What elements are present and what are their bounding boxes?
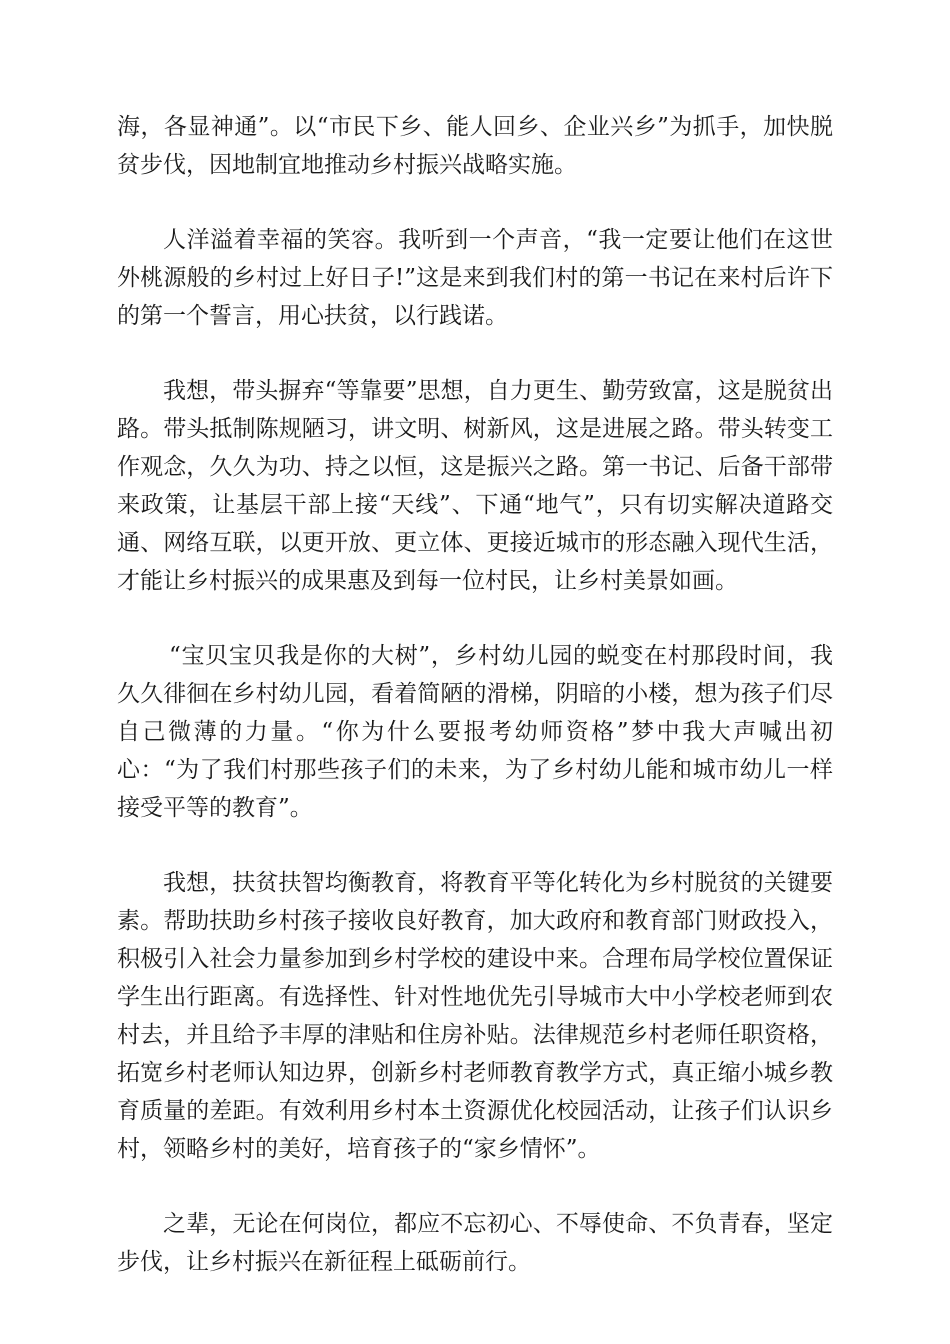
document-body	[117, 108, 833, 1318]
paragraph-1: 海，各显神通”。以“市民下乡、能人回乡、企业兴乡”为抓手，加快脱贫步伐，因地制宜地推动乡村振兴战略实施。	[117, 114, 833, 178]
paragraph-6: 之辈，无论在何岗位，都应不忘初心、不辱使命、不负青春，坚定步伐，让乡村振兴在新征程上砥砺前行。	[117, 1211, 833, 1275]
paragraph-5: 我想，扶贫扶智均衡教育，将教育平等化转化为乡村脱贫的关键要素。帮助扶助乡村孩子接收良好教育，加大政府和教育部门财政投入，积极引入社会力量参加到乡村学校的建设中来。合理布局学校位置保证学生出行距离。有选择性、针对性地优先引导城市大中小学校老师到农村去，并且给予丰厚的津贴和住房补贴。法律规范乡村老师任职资格，拓宽乡村老师认知边界，创新乡村老师教育教学方式，真正缩小城乡教育质量的差距。有效利用乡村本土资源优化校园活动，让孩子们认识乡村，领略乡村的美好，培育孩子的“家乡情怀”。	[117, 870, 833, 1162]
paragraph-4: “宝贝宝贝我是你的大树”，乡村幼儿园的蜕变在村那段时间，我久久徘徊在乡村幼儿园，看着简陋的滑梯，阴暗的小楼，想为孩子们尽自己微薄的力量。“你为什么要报考幼师资格”梦中我大声喊出初心：“为了我们村那些孩子们的未来，为了乡村幼儿能和城市幼儿一样接受平等的教育”。	[117, 643, 833, 821]
paragraph-2: 人洋溢着幸福的笑容。我听到一个声音，“我一定要让他们在这世外桃源般的乡村过上好日子!”这是来到我们村的第一书记在来村后许下的第一个誓言，用心扶贫，以行践诺。	[117, 227, 833, 329]
paragraph-3: 我想，带头摒弃“等靠要”思想，自力更生、勤劳致富，这是脱贫出路。带头抵制陈规陋习，讲文明、树新风，这是进展之路。带头转变工作观念，久久为功、持之以恒，这是振兴之路。第一书记、后备干部带来政策，让基层干部上接“天线”、下通“地气”，只有切实解决道路交通、网络互联，以更开放、更立体、更接近城市的形态融入现代生活，才能让乡村振兴的成果惠及到每一位村民，让乡村美景如画。	[117, 378, 833, 594]
